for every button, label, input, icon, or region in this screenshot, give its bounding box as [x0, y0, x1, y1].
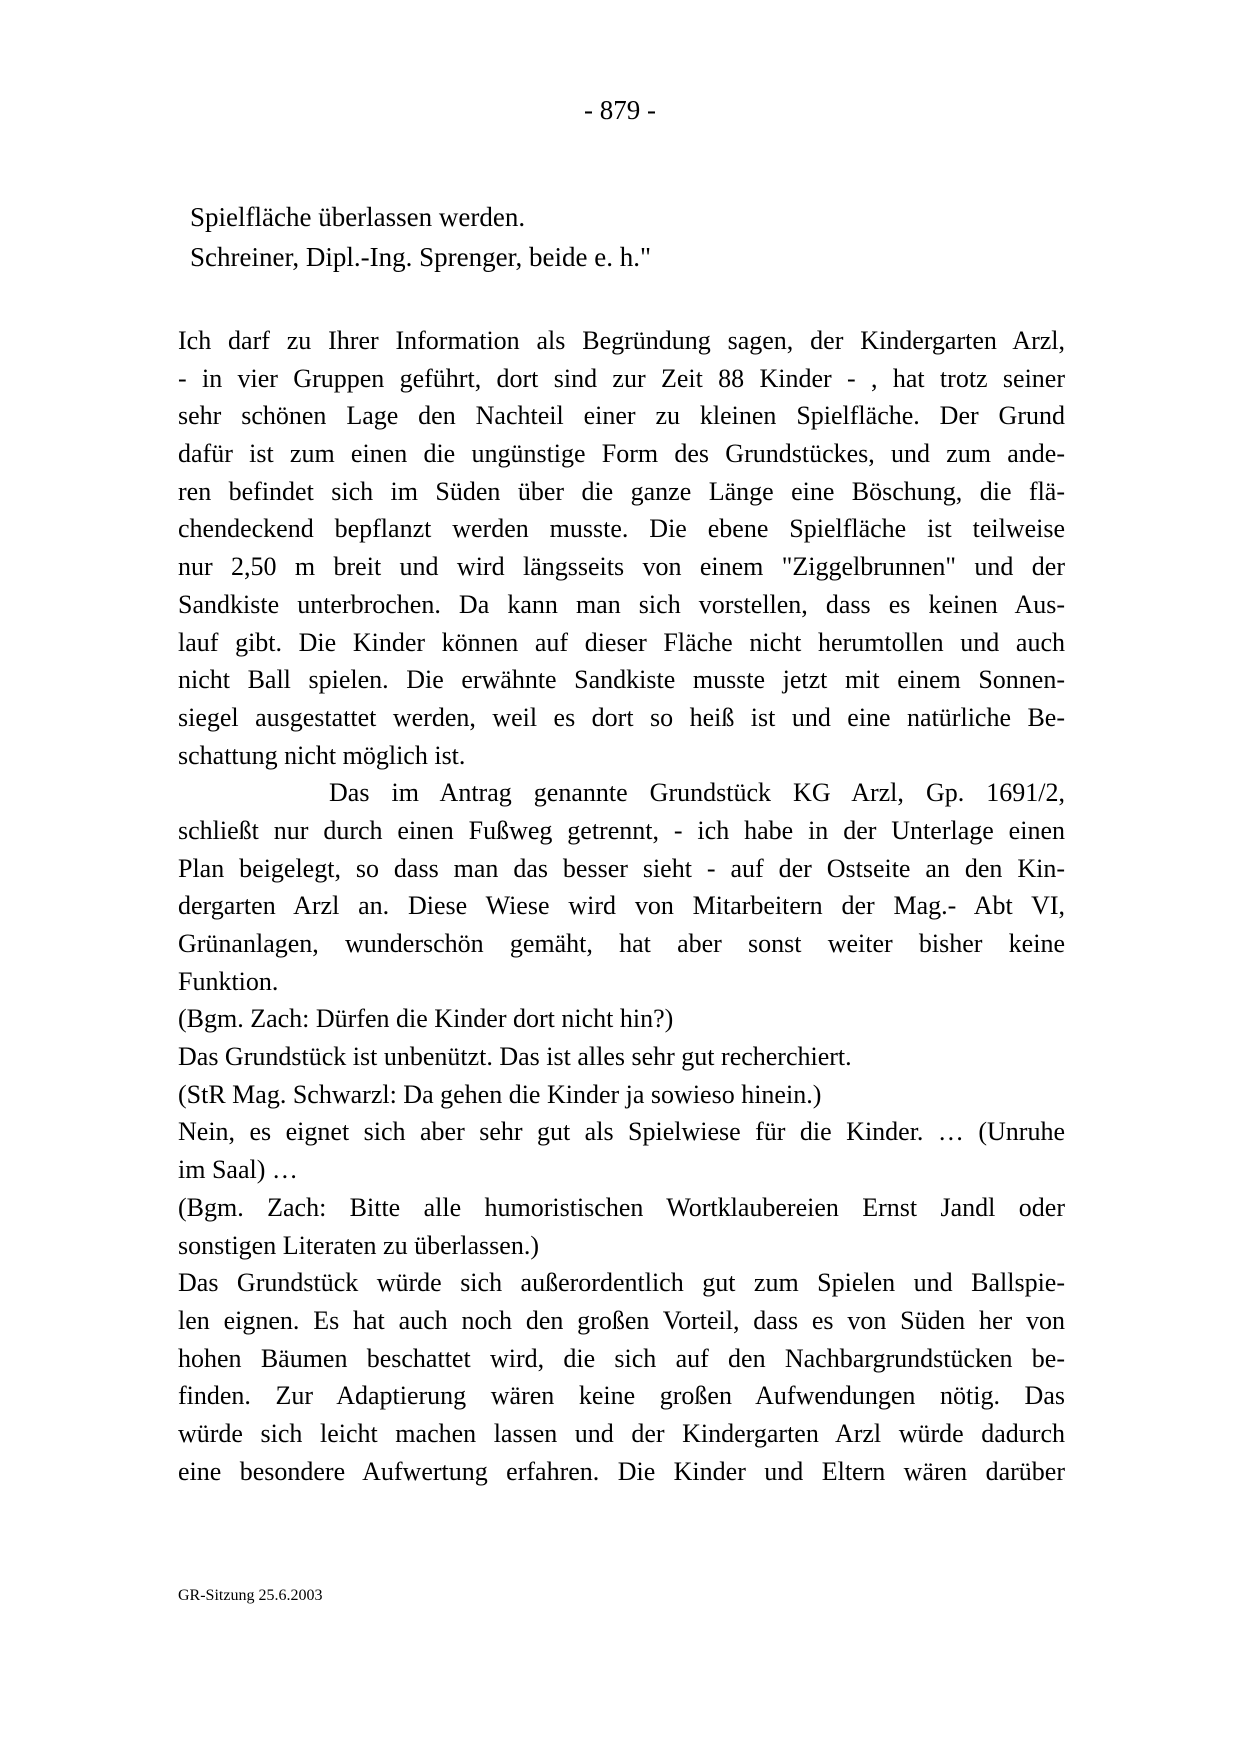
text-line: len eignen. Es hat auch noch den großen Vorteil, dass es von Süden her von	[178, 1305, 1065, 1335]
text-line: nicht Ball spielen. Die erwähnte Sandkiste musste jetzt mit einem Sonnen-	[178, 665, 1065, 695]
text-line: lauf gibt. Die Kinder können auf dieser Fläche nicht herumtollen und auch	[178, 627, 1065, 657]
text-line: chendeckend bepflanzt werden musste. Die ebene Spielfläche ist teilweise	[178, 514, 1065, 544]
text-line: hohen Bäumen beschattet wird, die sich auf den Nachbargrundstücken be-	[178, 1343, 1065, 1373]
interjection-line: (Bgm. Zach: Dürfen die Kinder dort nicht hin?)	[178, 1004, 674, 1034]
text-line-indented: Das im Antrag genannte Grundstück KG Arzl, Gp. 1691/2,	[329, 778, 1065, 808]
text-line: - in vier Gruppen geführt, dort sind zur Zeit 88 Kinder - , hat trotz seiner	[178, 363, 1065, 393]
page-number: - 879 -	[584, 95, 656, 125]
footer-session-date: GR-Sitzung 25.6.2003	[178, 1587, 323, 1604]
motion-line: Spielfläche überlassen werden.	[190, 202, 526, 232]
text-line: schließt nur durch einen Fußweg getrennt, - ich habe in der Unterlage einen	[178, 815, 1065, 845]
body-text	[178, 322, 1065, 1490]
text-line: Plan beigelegt, so dass man das besser sieht - auf der Ostseite an den Kin-	[178, 853, 1065, 883]
interjection-line: sonstigen Literaten zu überlassen.)	[178, 1230, 539, 1260]
text-line: Das Grundstück würde sich außerordentlich gut zum Spielen und Ballspie-	[178, 1268, 1065, 1298]
interjection-line: (Bgm. Zach: Bitte alle humoristischen Wortklaubereien Ernst Jandl oder	[178, 1192, 1065, 1222]
motion-line: Schreiner, Dipl.-Ing. Sprenger, beide e. h."	[190, 242, 651, 272]
text-line: nur 2,50 m breit und wird längsseits von einem "Ziggelbrunnen" und der	[178, 552, 1065, 582]
text-line: Grünanlagen, wunderschön gemäht, hat aber sonst weiter bisher keine	[178, 929, 1065, 958]
text-line: dafür ist zum einen die ungünstige Form des Grundstückes, und zum ande-	[178, 439, 1065, 469]
text-line: im Saal) …	[178, 1155, 298, 1185]
text-line: Sandkiste unterbrochen. Da kann man sich vorstellen, dass es keinen Aus-	[178, 589, 1065, 619]
text-line: Das Grundstück ist unbenützt. Das ist alles sehr gut recherchiert.	[178, 1042, 852, 1072]
text-line: sehr schönen Lage den Nachteil einer zu kleinen Spielfläche. Der Grund	[178, 401, 1065, 431]
text-line: siegel ausgestattet werden, weil es dort so heiß ist und eine natürliche Be-	[178, 702, 1065, 732]
text-line: schattung nicht möglich ist.	[178, 740, 466, 770]
text-line: ren befindet sich im Süden über die ganze Länge eine Böschung, die flä-	[178, 476, 1065, 506]
text-line: Ich darf zu Ihrer Information als Begründung sagen, der Kindergarten Arzl,	[178, 326, 1065, 355]
motion-quote	[190, 197, 1070, 277]
text-line: finden. Zur Adaptierung wären keine großen Aufwendungen nötig. Das	[178, 1381, 1065, 1411]
text-line: eine besondere Aufwertung erfahren. Die Kinder und Eltern wären darüber	[178, 1456, 1065, 1486]
text-line: Funktion.	[178, 966, 279, 996]
text-line: würde sich leicht machen lassen und der Kindergarten Arzl würde dadurch	[178, 1418, 1065, 1448]
interjection-line: (StR Mag. Schwarzl: Da gehen die Kinder ja sowieso hinein.)	[178, 1079, 822, 1109]
text-line: Nein, es eignet sich aber sehr gut als Spielwiese für die Kinder. … (Unruhe	[178, 1117, 1065, 1147]
text-line: dergarten Arzl an. Diese Wiese wird von Mitarbeitern der Mag.- Abt VI,	[178, 891, 1065, 921]
